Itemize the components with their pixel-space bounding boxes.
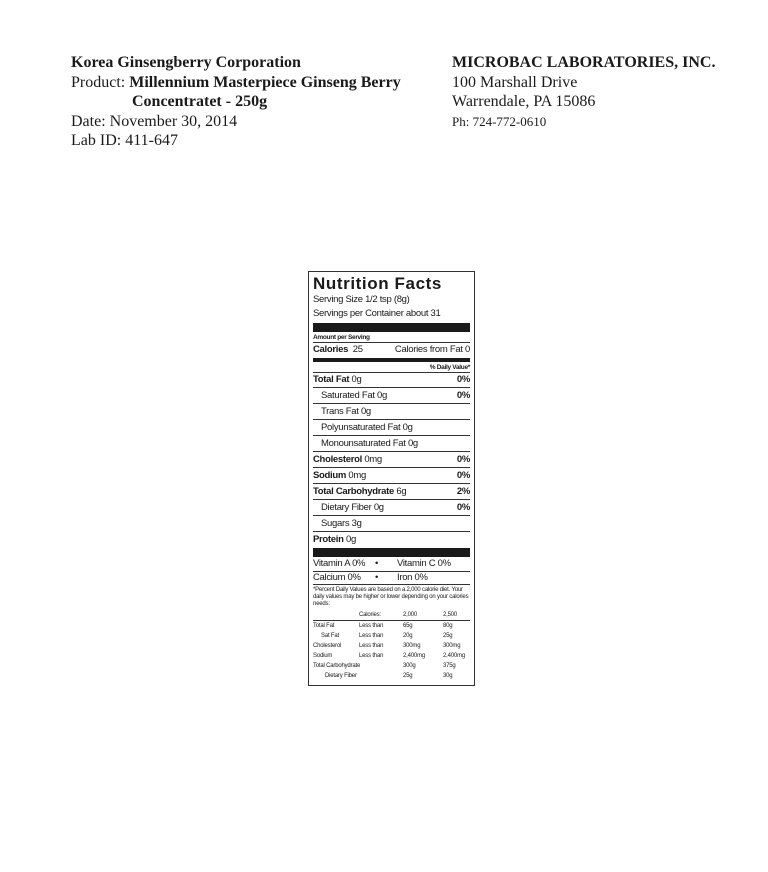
footer-cell: Total Carbohydrate (313, 662, 361, 669)
footer-cell: 375g (443, 662, 456, 669)
nutrient-amount: 0mg (364, 454, 382, 465)
nutrition-facts-title: Nutrition Facts (313, 274, 442, 293)
laboratory-header (452, 53, 715, 131)
product-name-line2: Concentratet - 250g (132, 93, 268, 110)
nutrient-row-monounsaturated-fat (313, 436, 470, 451)
footer-cell: 25g (403, 672, 413, 679)
nutrient-label: Trans Fat (321, 406, 359, 417)
nutrient-label: Sodium (313, 470, 347, 481)
nutrient-row-protein (313, 532, 470, 547)
calories-from-fat: Calories from Fat 0 (394, 344, 470, 355)
nutrient-dv: 0% (456, 454, 470, 465)
thick-divider (313, 323, 470, 332)
nutrient-label: Total Carbohydrate (313, 486, 394, 497)
vitamin-row (313, 558, 470, 571)
nutrient-amount: 0g (402, 422, 413, 433)
report-date: Date: November 30, 2014 (71, 112, 238, 130)
nutrient-amount: 0g (407, 438, 418, 449)
footer-cell: Cholesterol (313, 642, 342, 649)
lab-name: MICROBAC LABORATORIES, INC. (452, 54, 716, 71)
nutrient-dv: 0% (456, 470, 470, 481)
footer-cell: Less than (359, 632, 384, 639)
nutrient-row-total-carbohydrate (313, 484, 470, 499)
nutrient-row-dietary-fiber (313, 500, 470, 515)
servings-per-container-text: Servings per Container about 31 (313, 308, 441, 319)
nutrient-label: Cholesterol (313, 454, 362, 465)
nutrient-amount: 0g (373, 502, 384, 513)
footer-cell (359, 671, 403, 681)
nutrient-dv: 0% (456, 390, 470, 401)
footer-table (313, 610, 470, 620)
iron: Iron 0% (397, 571, 428, 583)
footer-cell: Less than (359, 642, 384, 649)
calories-label: Calories (313, 344, 349, 355)
lab-id: Lab ID: 411-647 (71, 132, 178, 149)
amount-per-serving: Amount per Serving (313, 334, 370, 341)
vitamin-a: Vitamin A 0% (313, 558, 366, 569)
footer-cell: Less than (359, 622, 384, 629)
nutrient-row-cholesterol (313, 452, 470, 467)
company-name: Korea Ginsengberry Corporation (71, 54, 301, 71)
footer-header-cell: 2,500 (443, 611, 458, 618)
lab-address-line2: Warrendale, PA 15086 (452, 93, 596, 110)
nutrient-row-sodium (313, 468, 470, 483)
lab-address-line1: 100 Marshall Drive (452, 73, 578, 91)
footer-cell: Total Fat (313, 622, 335, 629)
footer-cell: Less than (359, 652, 384, 659)
nutrient-amount: 3g (351, 518, 362, 529)
daily-value-header-text: % Daily Value* (429, 364, 470, 371)
footer-cell: Sat Fat (321, 632, 339, 639)
calories-row (313, 343, 470, 357)
footer-cell: 30g (443, 672, 453, 679)
footer-cell: 300mg (443, 642, 461, 649)
nutrient-amount: 0g (377, 390, 387, 401)
footer-header-cell (313, 610, 359, 620)
calcium: Calcium 0% (313, 571, 361, 583)
company-header (71, 53, 401, 151)
nutrient-amount: 0mg (348, 470, 366, 481)
serving-size-text: Serving Size 1/2 tsp (8g) (313, 294, 410, 305)
nutrient-row-polyunsaturated-fat (313, 420, 470, 435)
footnote: *Percent Daily Values are based on a 2,000 calorie diet. Your daily values may be higher or lower depending on your calories needs: (313, 587, 469, 608)
nutrient-amount: 6g (396, 486, 407, 497)
nutrition-facts-label (308, 271, 475, 686)
nutrient-amount: 0g (360, 406, 371, 417)
serving-size (313, 293, 470, 307)
footer-cell: Dietary Fiber (325, 672, 357, 679)
thick-divider (313, 548, 470, 557)
nutrient-row-total-fat (313, 373, 470, 387)
lab-phone: Ph: 724-772-0610 (452, 113, 547, 129)
product-label: Product: (71, 73, 126, 91)
footer-cell: 300mg (403, 642, 421, 649)
footer-table-body (313, 621, 470, 681)
footer-cell: 25g (443, 632, 453, 639)
nutrient-label: Monounsaturated Fat (321, 438, 406, 449)
bullet-separator: • (375, 571, 379, 583)
nutrient-label: Dietary Fiber (321, 502, 372, 513)
footer-cell: Sodium (313, 652, 333, 659)
nutrient-label: Protein (313, 534, 344, 545)
bullet-separator: • (375, 558, 379, 569)
footer-cell: 2,400mg (403, 652, 425, 659)
product-line (71, 73, 401, 93)
nutrient-label: Sugars (321, 518, 350, 529)
nutrient-row-trans-fat (313, 404, 470, 419)
daily-value-header (313, 363, 470, 372)
nutrient-label: Saturated Fat (321, 390, 375, 401)
servings-per-container (313, 307, 470, 321)
footer-cell: 20g (403, 632, 413, 639)
nutrient-amount: 0g (351, 374, 362, 385)
nutrient-dv: 0% (456, 502, 470, 513)
medium-divider (313, 358, 470, 362)
footer-cell: 80g (443, 622, 453, 629)
footer-cell: 2,400mg (443, 652, 465, 659)
footer-cell: 300g (403, 662, 416, 669)
footer-cell (359, 661, 403, 671)
nutrient-label: Polyunsaturated Fat (321, 422, 401, 433)
nutrient-label: Total Fat (313, 374, 350, 385)
nutrient-dv: 0% (456, 374, 470, 385)
nutrient-row-saturated-fat (313, 388, 470, 403)
mineral-row (313, 572, 470, 585)
footer-cell: 65g (403, 622, 413, 629)
footer-header-cell: 2,000 (403, 611, 418, 618)
nutrient-row-sugars (313, 516, 470, 531)
nutrient-dv: 2% (456, 486, 470, 497)
footer-header-cell: Calories: (359, 611, 381, 618)
vitamin-c: Vitamin C 0% (397, 558, 451, 569)
calories-value: 25 (352, 344, 363, 355)
product-name-line1: Millennium Masterpiece Ginseng Berry (129, 73, 401, 91)
nutrient-amount: 0g (345, 534, 356, 545)
